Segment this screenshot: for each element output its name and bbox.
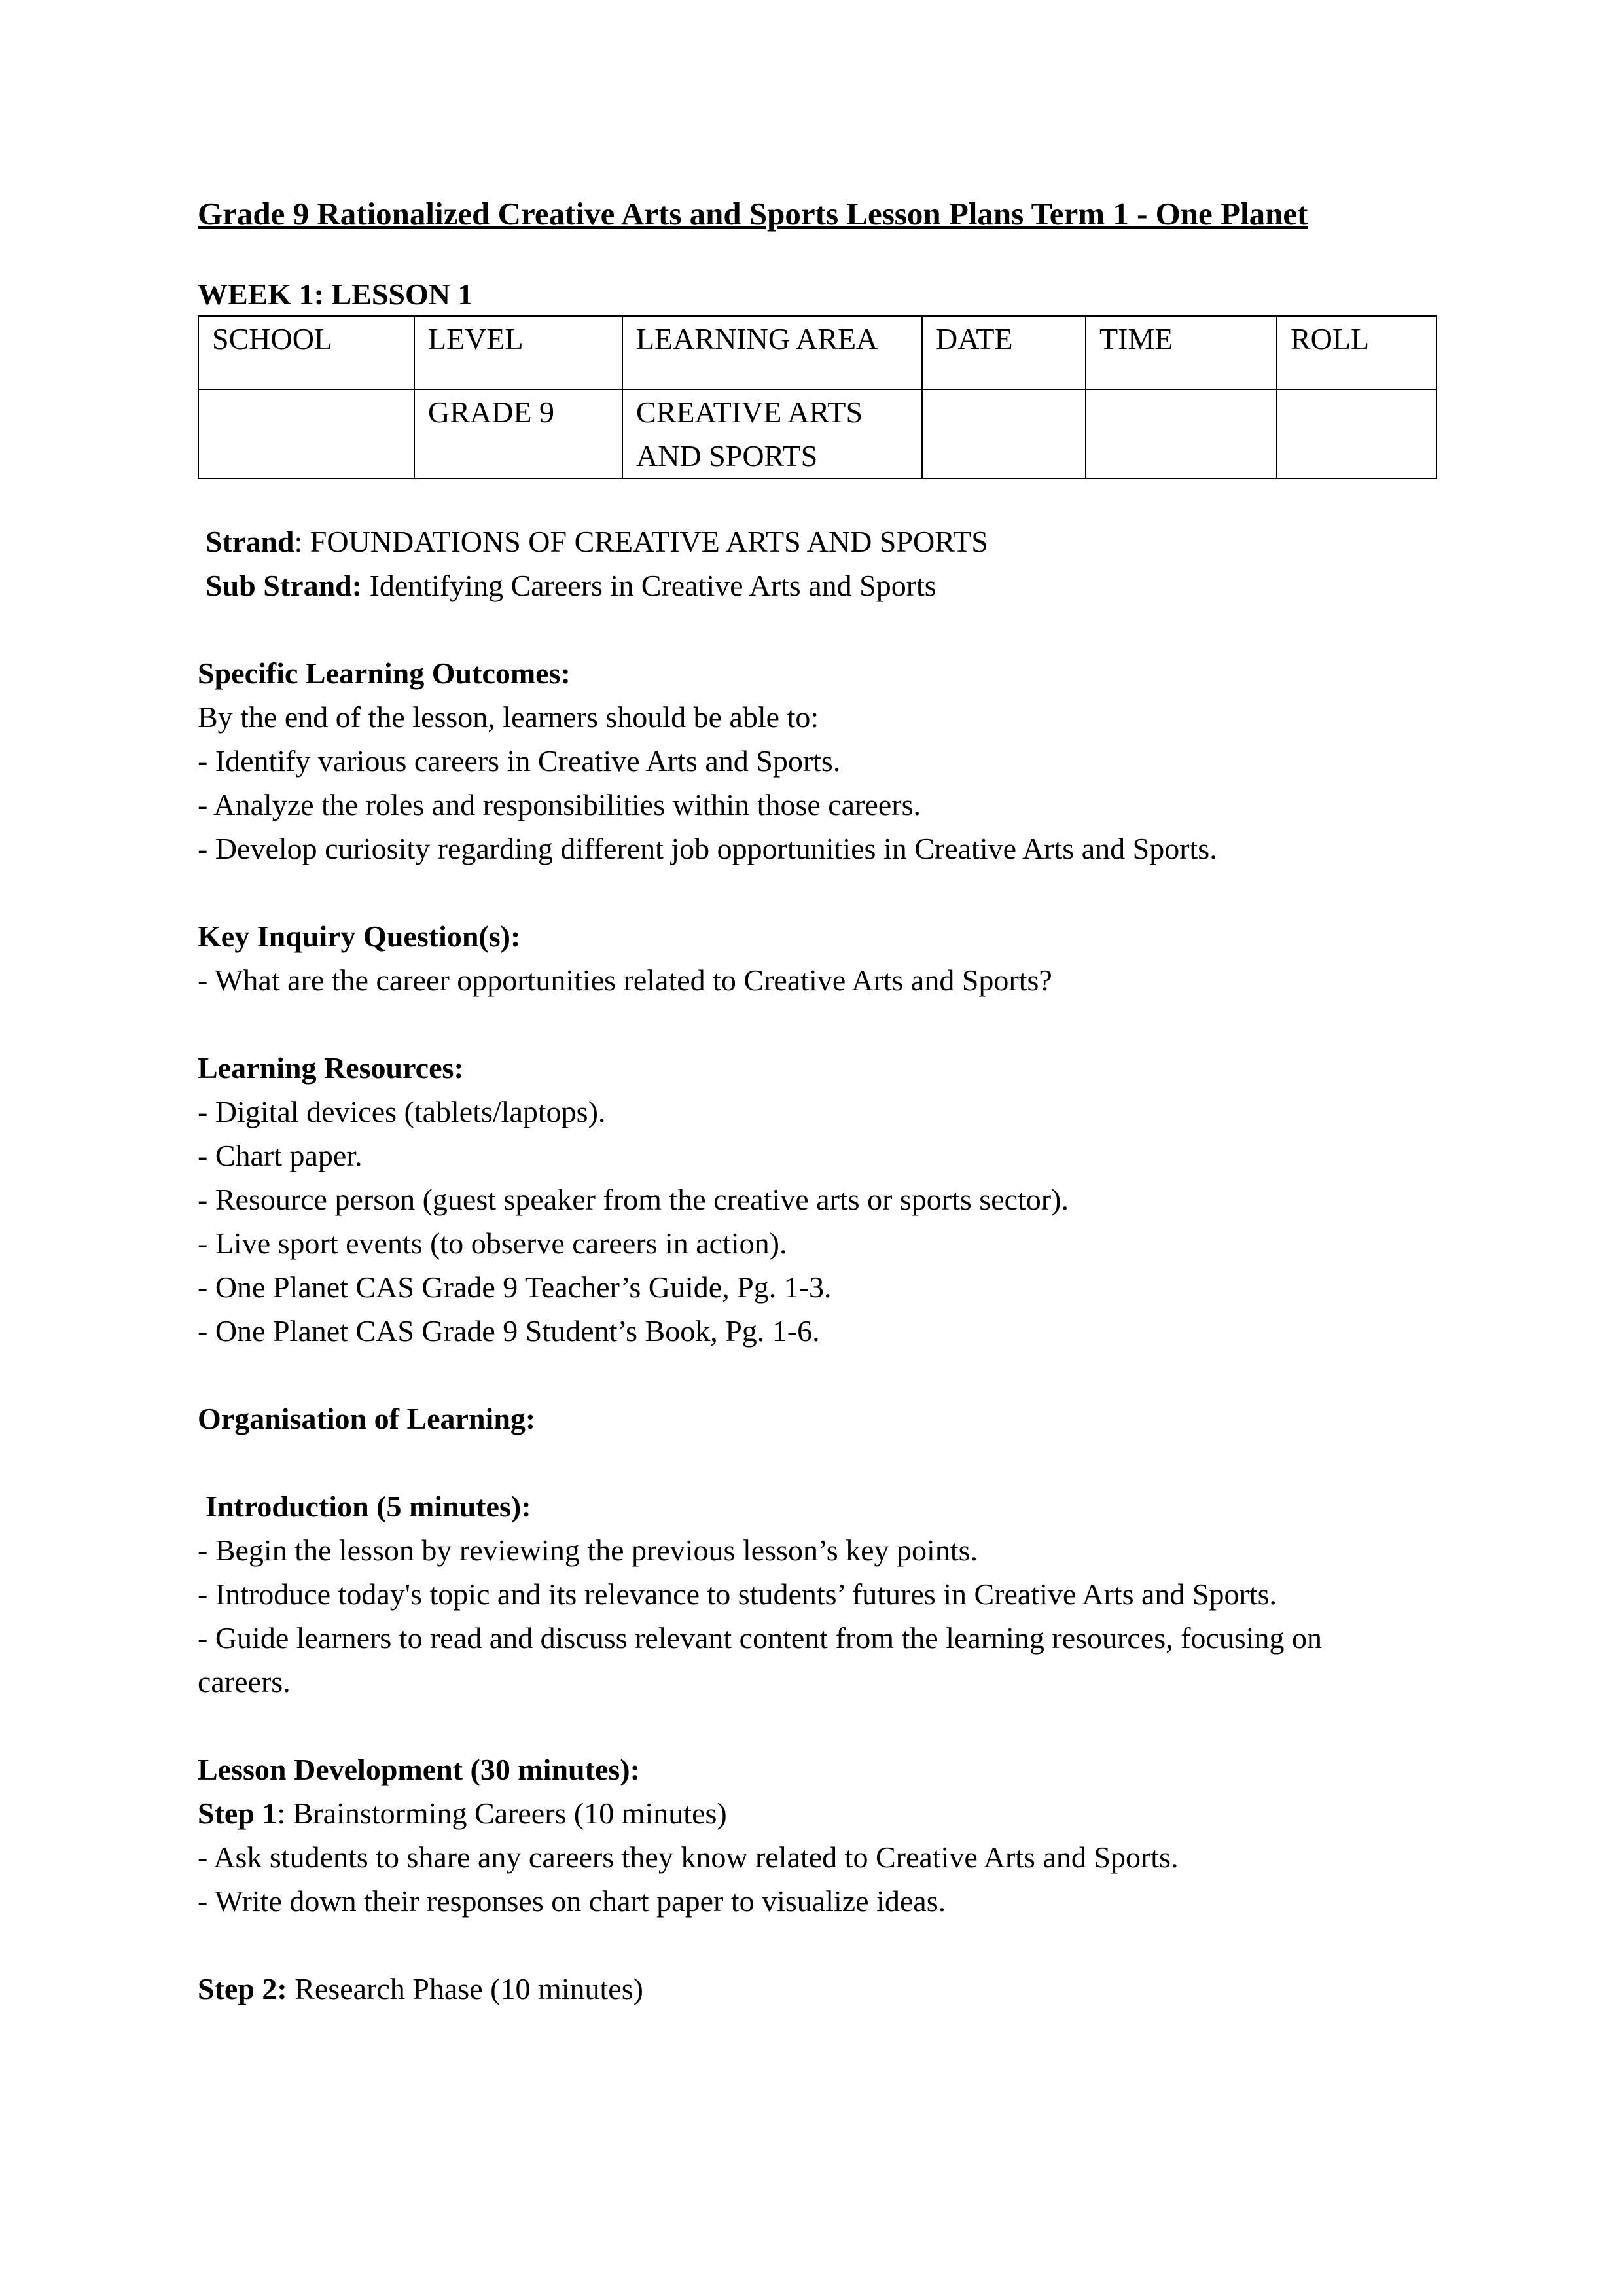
step2-section	[198, 1967, 1435, 2011]
list-item: - Ask students to share any careers they know related to Creative Arts and Sports.	[198, 1840, 1179, 1874]
step2-label: Step 2:	[198, 1972, 287, 2005]
list-item: - One Planet CAS Grade 9 Teacher’s Guide, Pg. 1-3.	[198, 1270, 832, 1304]
list-item: - Introduce today's topic and its relevance to students’ futures in Creative Arts and Sports.	[198, 1577, 1277, 1611]
sub-strand-value: Identifying Careers in Creative Arts and Sports	[362, 569, 936, 602]
list-item: - Guide learners to read and discuss relevant content from the learning resources, focusing on	[198, 1621, 1323, 1655]
list-item: - Develop curiosity regarding different job opportunities in Creative Arts and Sports.	[198, 832, 1217, 865]
development-heading: Lesson Development (30 minutes):	[198, 1753, 640, 1786]
sub-strand-label: Sub Strand:	[205, 569, 363, 602]
strand-line	[205, 520, 1435, 564]
roll-cell	[1277, 389, 1436, 478]
list-item: careers.	[198, 1665, 291, 1698]
table-header-cell: LEARNING AREA	[622, 316, 922, 389]
introduction-section	[198, 1484, 1435, 1704]
step1-line	[198, 1791, 1435, 1835]
strand-label: Strand	[205, 525, 294, 558]
date-cell	[922, 389, 1086, 478]
list-item: - Chart paper.	[198, 1139, 363, 1172]
document-page	[198, 190, 1435, 2011]
list-item: - Write down their responses on chart paper to visualize ideas.	[198, 1884, 946, 1918]
table-header-cell: TIME	[1086, 316, 1277, 389]
table-header-cell: DATE	[922, 316, 1086, 389]
step1-label: Step 1	[198, 1797, 277, 1830]
strand-block	[198, 520, 1435, 607]
list-item: - Identify various careers in Creative Arts and Sports.	[198, 744, 841, 778]
outcomes-intro: By the end of the lesson, learners should be able to:	[198, 700, 819, 734]
step2-title: Research Phase (10 minutes)	[287, 1972, 643, 2005]
resources-heading: Learning Resources:	[198, 1051, 464, 1085]
inquiry-section	[198, 914, 1435, 1002]
organisation-heading: Organisation of Learning:	[198, 1402, 536, 1435]
week-label: WEEK 1: LESSON 1	[198, 278, 473, 311]
time-cell	[1086, 389, 1277, 478]
step1-title: : Brainstorming Careers (10 minutes)	[277, 1797, 727, 1830]
list-item: - What are the career opportunities related to Creative Arts and Sports?	[198, 963, 1052, 997]
organisation-section	[198, 1397, 1435, 1441]
outcomes-heading: Specific Learning Outcomes:	[198, 656, 571, 690]
strand-value: : FOUNDATIONS OF CREATIVE ARTS AND SPORTS	[294, 525, 988, 558]
table-header-cell: SCHOOL	[198, 316, 414, 389]
list-item: - Digital devices (tablets/laptops).	[198, 1095, 606, 1128]
list-item: - One Planet CAS Grade 9 Student’s Book, Pg. 1-6.	[198, 1314, 820, 1348]
step2-line	[198, 1967, 1435, 2011]
level-cell: GRADE 9	[414, 389, 622, 478]
list-item: - Resource person (guest speaker from the creative arts or sports sector).	[198, 1183, 1069, 1216]
outcomes-section	[198, 651, 1435, 870]
list-item: - Live sport events (to observe careers in action).	[198, 1227, 787, 1260]
introduction-heading: Introduction (5 minutes):	[205, 1490, 531, 1523]
lesson-info-table	[198, 315, 1437, 479]
list-item: - Analyze the roles and responsibilities within those careers.	[198, 788, 921, 821]
development-section	[198, 1748, 1435, 1923]
learning-area-cell: CREATIVE ARTS AND SPORTS	[622, 389, 922, 478]
table-header-cell: LEVEL	[414, 316, 622, 389]
list-item: - Begin the lesson by reviewing the previous lesson’s key points.	[198, 1534, 978, 1567]
table-header-cell: ROLL	[1277, 316, 1436, 389]
document-title: Grade 9 Rationalized Creative Arts and Sports Lesson Plans Term 1 - One Planet	[198, 196, 1308, 232]
table-row	[198, 389, 1436, 478]
inquiry-heading: Key Inquiry Question(s):	[198, 920, 521, 953]
school-cell	[198, 389, 414, 478]
resources-section	[198, 1046, 1435, 1353]
table-header-row	[198, 316, 1436, 389]
sub-strand-line	[205, 564, 1435, 607]
